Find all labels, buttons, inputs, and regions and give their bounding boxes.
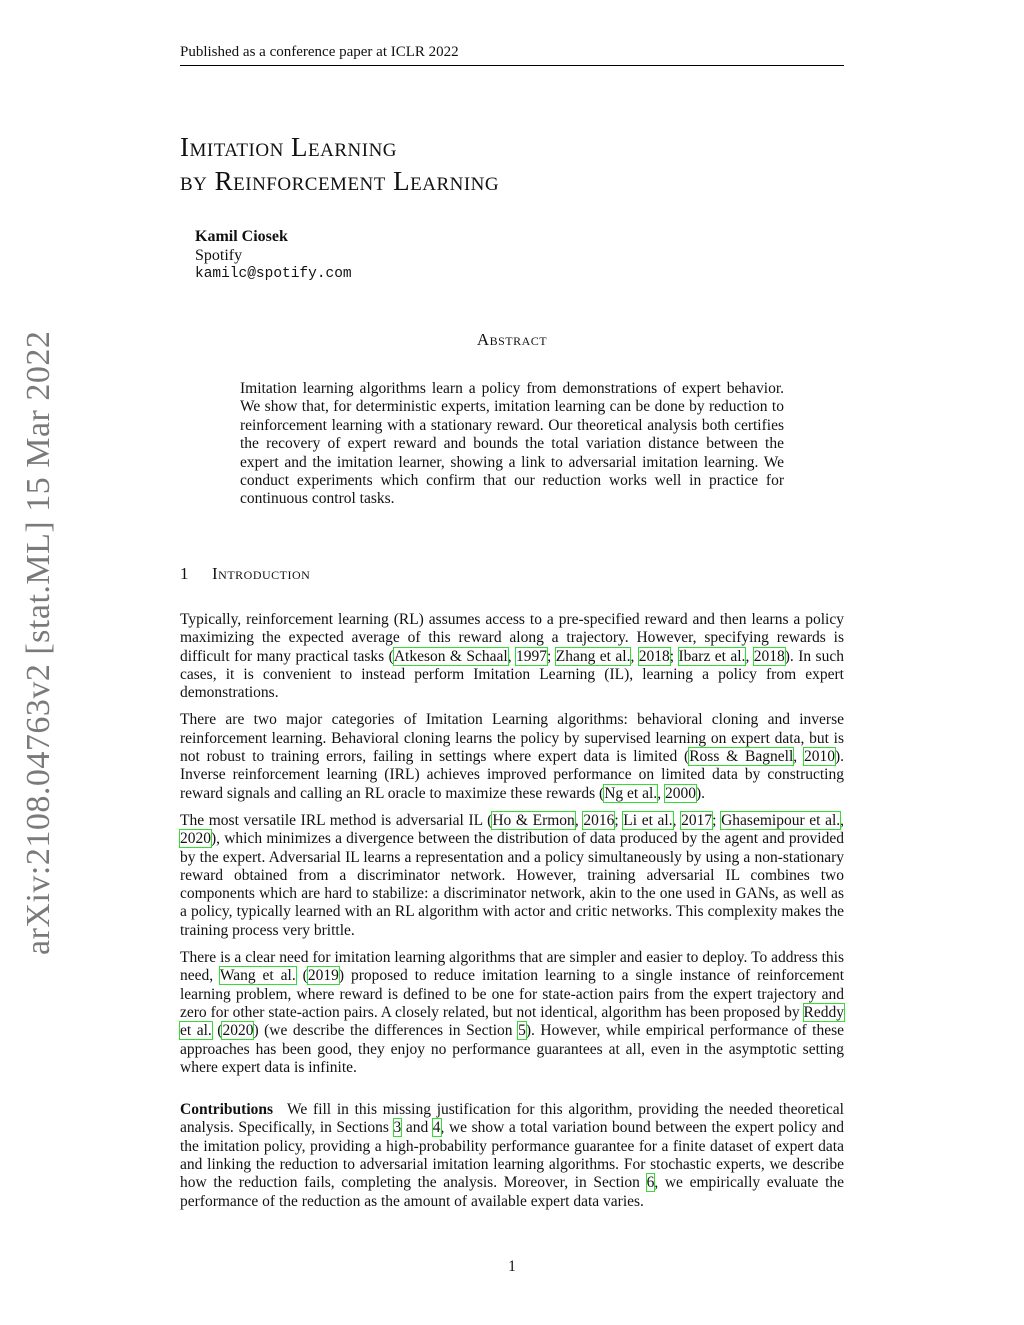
citation-link[interactable]: 2020: [180, 830, 211, 848]
author-block: [195, 227, 352, 284]
text-run: ,: [840, 811, 845, 829]
text-run: , we show a total variation bound between the expert policy and the imitation policy, providing a high-probability performance guarantee for a finite dataset of expert data and linking the reduction to adversarial imitation learning algorithms. For stochastic experts, we describe how the reduction fails, completing the analysis. Moreover, in Section: [180, 1119, 844, 1192]
paragraph-2: [180, 711, 844, 802]
citation-link[interactable]: 2020: [222, 1022, 254, 1040]
section-number: 1: [180, 564, 189, 583]
paragraph-1: [180, 611, 844, 702]
text-run: ,: [793, 748, 804, 766]
paper-title: [180, 130, 499, 198]
text-run: ,: [574, 811, 584, 829]
text-run: ;: [614, 811, 624, 829]
citation-link[interactable]: Ghasemipour et al.: [721, 811, 841, 829]
citation-link[interactable]: Ho & Ermon: [492, 811, 575, 829]
title-line-1: Imitation Learning: [180, 132, 398, 162]
text-run: ,: [507, 647, 517, 665]
author-email[interactable]: kamilc@spotify.com: [195, 266, 352, 282]
text-run: ,: [630, 647, 639, 665]
page-number: 1: [508, 1258, 516, 1275]
section-link[interactable]: 3: [393, 1119, 402, 1137]
citation-link[interactable]: 2016: [583, 811, 615, 829]
author-name: Kamil Ciosek: [195, 228, 288, 245]
citation-link[interactable]: 2018: [753, 647, 785, 665]
author-affiliation: Spotify: [195, 247, 243, 264]
abstract-heading: Abstract: [476, 330, 548, 349]
section-link[interactable]: 6: [646, 1174, 655, 1192]
title-line-2: by Reinforcement Learning: [180, 166, 500, 196]
text-run: There is a clear need for imitation learning algorithms that are simpler and easier to deploy. To address this need,: [180, 949, 844, 985]
text-run: We fill in this missing justification for this algorithm, providing the needed theoretical analysis. Specifically, in Sections: [180, 1101, 844, 1137]
citation-link[interactable]: Li et al.: [623, 811, 673, 829]
text-run: (: [211, 1022, 223, 1040]
citation-link[interactable]: 2000: [664, 784, 696, 802]
citation-link[interactable]: 1997: [516, 647, 548, 665]
citation-link[interactable]: 2018: [638, 647, 670, 665]
text-run: There are two major categories of Imitation Learning algorithms: behavioral cloning and inverse reinforcement learning. Behavioral cloning learns the policy by supervised learning on expert data, but is not robust to training errors, failing in settings where expert data is limited (: [180, 711, 844, 766]
text-run: , we empirically evaluate the performance of the reduction as the amount of available expert data varies.: [180, 1174, 845, 1210]
text-run: ;: [712, 811, 722, 829]
contributions-label: Contributions: [180, 1101, 274, 1119]
text-run: ).: [695, 784, 705, 802]
text-run: ) proposed to reduce imitation learning to a single instance of reinforcement learning problem, where reward is defined to be one for state-action pairs from the expert trajectory and zero for other state-action pairs. A closely related, but not identical, algorithm has been proposed by: [180, 967, 845, 1021]
citation-link[interactable]: Ng et al.: [604, 784, 658, 802]
text-run: ) (we describe the differences in Section: [253, 1022, 519, 1040]
section-heading-introduction: [180, 564, 310, 584]
text-run: and: [401, 1119, 433, 1137]
citation-link[interactable]: Ibarz et al.: [678, 647, 746, 665]
text-run: ). However, while empirical performance of these approaches has been good, they enjoy no performance guarantees at all, even in the asymptotic setting where expert data is infinite.: [180, 1022, 844, 1076]
introduction-body: [180, 611, 844, 1220]
text-run: ,: [672, 811, 682, 829]
text-run: (: [295, 967, 308, 985]
citation-link[interactable]: Zhang et al.: [555, 647, 631, 665]
text-run: Typically, reinforcement learning (RL) assumes access to a pre-specified reward and then learns a policy maximizing the expected average of this reward along a trajectory. However, specifying rewards is difficult for many practical tasks (: [180, 611, 844, 665]
citation-link[interactable]: Wang et al.: [219, 967, 296, 985]
text-run: ;: [547, 647, 556, 665]
paragraph-4: [180, 949, 844, 1077]
section-title: Introduction: [212, 564, 311, 583]
section-link[interactable]: 4: [432, 1119, 441, 1137]
citation-link[interactable]: 2010: [803, 748, 835, 766]
citation-link[interactable]: Reddy et al.: [180, 1003, 844, 1040]
text-run: ). Inverse reinforcement learning (IRL) achieves improved performance on limited data by constructing reward signals and calling an RL oracle to maximize these rewards (: [180, 748, 845, 802]
text-run: ), which minimizes a divergence between the distribution of data produced by the agent and provided by the expert. Adversarial IL learns a representation and a policy simultaneously by using a non-stationary reward obtained from a discriminator network. However, training adversarial IL combines two components which are hard to stabilize: a discriminator network, akin to the one used in GANs, as well as a policy, typically learned with an RL algorithm with actor and critic networks. This complexity makes the training process very brittle.: [180, 830, 844, 939]
paragraph-contributions: [180, 1101, 844, 1211]
text-run: ). In such cases, it is convenient to instead perform Imitation Learning (IL), learning a policy from expert demonstrations.: [180, 647, 844, 702]
running-header: Published as a conference paper at ICLR 2022: [180, 44, 844, 66]
section-link[interactable]: 5: [518, 1022, 526, 1040]
text-run: ,: [745, 647, 754, 665]
citation-link[interactable]: Atkeson & Schaal: [393, 647, 508, 665]
text-run: ;: [669, 647, 679, 665]
citation-link[interactable]: 2019: [307, 967, 339, 985]
text-run: ,: [657, 784, 665, 802]
text-run: The most versatile IRL method is adversarial IL (: [180, 811, 493, 829]
arxiv-stamp: arXiv:2108.04763v2 [stat.ML] 15 Mar 2022: [20, 330, 57, 955]
citation-link[interactable]: 2017: [681, 811, 713, 829]
abstract-text: Imitation learning algorithms learn a policy from demonstrations of expert behavior. We show that, for deterministic experts, imitation learning can be done by reduction to reinforcement learning with a stationary reward. Our theoretical analysis both certifies the recovery of expert reward and bounds the total variation distance between the expert and the imitation learner, showing a link to adversarial imitation learning. We conduct experiments which confirm that our reduction works well in practice for continuous control tasks.: [240, 380, 784, 508]
citation-link[interactable]: Ross & Bagnell: [689, 748, 794, 766]
paragraph-3: [180, 812, 844, 940]
